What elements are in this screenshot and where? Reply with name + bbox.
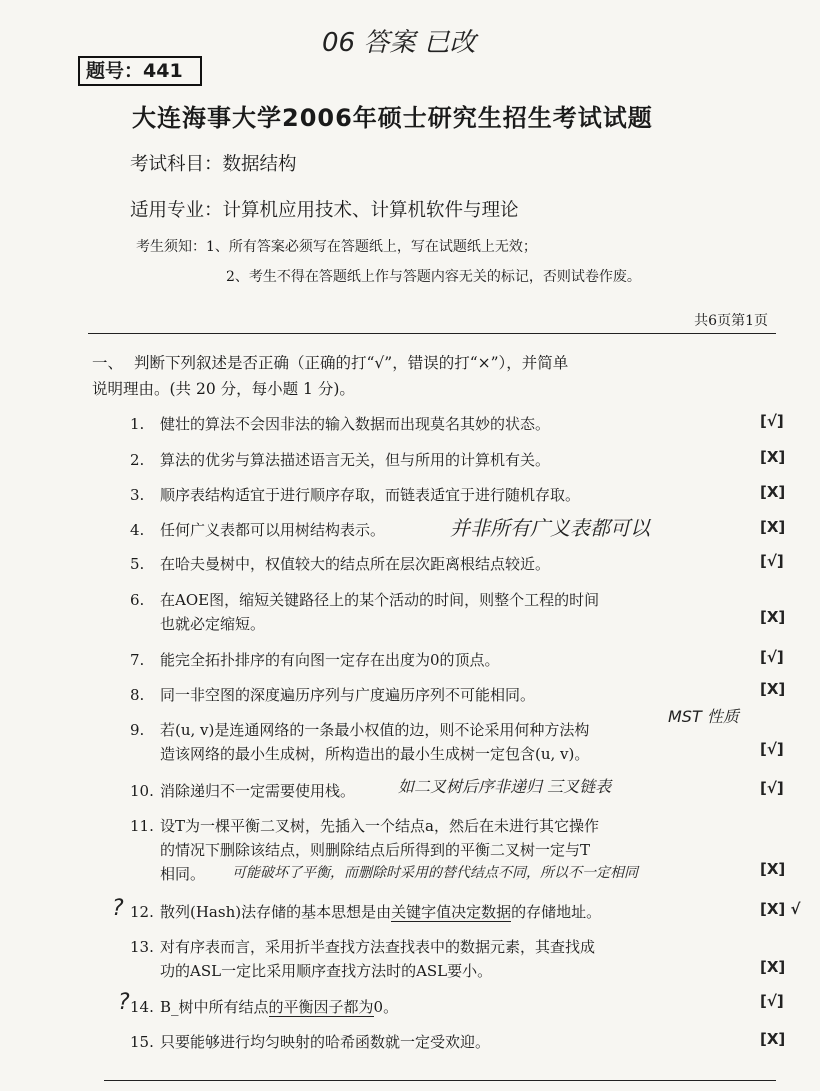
item-text-cont: 也就必定缩短。: [160, 615, 266, 633]
page-info: 共6页第1页: [694, 313, 768, 329]
item-text: 若(u, v)是连通网络的一条最小权值的边，则不论采用何种方法构: [160, 721, 590, 739]
item-number: 6.: [130, 591, 145, 609]
subject-label: 考试科目：: [130, 154, 223, 175]
item-number: 7.: [130, 651, 145, 669]
item-text: 能完全拓扑排序的有向图一定存在出度为0的顶点。: [160, 651, 500, 669]
item-number: 3.: [130, 486, 145, 504]
question-item-12: [130, 900, 750, 924]
answer-mark-14: [√]: [760, 992, 784, 1010]
answer-mark-11: [X]: [760, 860, 786, 878]
item-text: B_树中所有结点: [160, 998, 269, 1016]
item-text: 算法的优劣与算法描述语言无关，但与所用的计算机有关。: [160, 451, 551, 469]
item-text-cont: 功的ASL一定比采用顺序查找方法时的ASL要小。: [160, 962, 493, 980]
footer-divider: [104, 1080, 776, 1081]
major-value: 计算机应用技术、计算机软件与理论: [222, 200, 519, 221]
answer-mark-6: [X]: [760, 608, 786, 626]
question-item-14: [130, 995, 750, 1019]
answer-mark-2: [X]: [760, 448, 786, 466]
item-text: 的存储地址。: [511, 903, 602, 921]
answer-mark-13: [X]: [760, 958, 786, 976]
item-text-cont: 相同。: [160, 865, 206, 883]
item-text: 顺序表结构适宜于进行顺序存取，而链表适宜于进行随机存取。: [160, 486, 581, 504]
subject-value: 数据结构: [222, 154, 297, 175]
item-number: 2.: [130, 451, 145, 469]
item-text: 在哈夫曼树中，权值较大的结点所在层次距离根结点较近。: [160, 555, 551, 573]
header-divider: [88, 333, 776, 334]
handwritten-note-item-4: 并非所有广义表都可以: [450, 516, 650, 540]
item-number: 12.: [130, 903, 154, 921]
item-text: 任何广义表都可以用树结构表示。: [160, 521, 386, 539]
section-line-2: 说明理由。(共 20 分，每小题 1 分)。: [92, 380, 355, 398]
handwritten-note-item-8: MST 性质: [668, 707, 739, 726]
item-number: 13.: [130, 938, 154, 956]
answer-mark-10: [√]: [760, 779, 784, 797]
item-text-underlined: 关键字值决定数据: [391, 903, 512, 921]
answer-mark-7: [√]: [760, 648, 784, 666]
notice-1-text: 1、所有答案必须写在答题纸上，写在试题纸上无效；: [206, 239, 537, 255]
answer-mark-3: [X]: [760, 483, 786, 501]
question-number-box: 题号：441: [78, 56, 202, 86]
item-number: 14.: [130, 998, 154, 1016]
handwritten-note-top: 06 答案 已改: [322, 28, 476, 58]
item-number: 9.: [130, 721, 145, 739]
question-item-4: [130, 518, 750, 542]
question-item-5: [130, 552, 750, 576]
item-text: 只要能够进行均匀映射的哈希函数就一定受欢迎。: [160, 1033, 491, 1051]
question-item-2: [130, 448, 750, 472]
major-label: 适用专业：: [130, 200, 223, 221]
handwritten-note-item-10: 如二叉树后序非递归 三叉链表: [398, 777, 612, 796]
handwritten-note-item-11: 可能破坏了平衡，而删除时采用的替代结点不同，所以不一定相同: [232, 865, 638, 881]
item-text: 在AOE图，缩短关键路径上的某个活动的时间，则整个工程的时间: [160, 591, 600, 609]
notice-label: 考生须知：: [136, 239, 206, 255]
question-item-9: [130, 718, 750, 766]
item-number: 5.: [130, 555, 145, 573]
item-text-underlined: 的平衡因子都为: [268, 998, 374, 1016]
handwritten-mark-item-12: ?: [112, 896, 124, 921]
question-item-1: [130, 412, 750, 436]
handwritten-mark-item-14: ?: [118, 990, 130, 1015]
answer-mark-15: [X]: [760, 1030, 786, 1048]
question-item-15: [130, 1030, 750, 1054]
answer-mark-5: [√]: [760, 552, 784, 570]
question-item-8: [130, 683, 750, 707]
item-text-cont: 造该网络的最小生成树，所构造出的最小生成树一定包含(u, v)。: [160, 745, 590, 763]
answer-mark-12: [X] √: [760, 900, 801, 918]
item-number: 15.: [130, 1033, 154, 1051]
notice-1: [136, 236, 537, 256]
item-number: 4.: [130, 521, 145, 539]
question-item-3: [130, 483, 750, 507]
answer-mark-1: [√]: [760, 412, 784, 430]
item-text-cont: 的情况下删除该结点，则删除结点后所得到的平衡二叉树一定与T: [160, 841, 591, 859]
item-text: 健壮的算法不会因非法的输入数据而出现莫名其妙的状态。: [160, 415, 551, 433]
item-text: 对有序表而言，采用折半查找方法查找表中的数据元素，其查找成: [160, 938, 596, 956]
item-number: 1.: [130, 415, 145, 433]
item-number: 8.: [130, 686, 145, 704]
item-text: 0。: [373, 998, 399, 1016]
item-number: 10.: [130, 782, 154, 800]
answer-mark-9: [√]: [760, 740, 784, 758]
item-text: 同一非空图的深度遍历序列与广度遍历序列不可能相同。: [160, 686, 536, 704]
section-line-1: 判断下列叙述是否正确（正确的打“√”，错误的打“×”），并简单: [134, 354, 569, 372]
item-number: 11.: [130, 817, 154, 835]
question-item-7: [130, 648, 750, 672]
question-item-6: [130, 588, 750, 636]
answer-mark-4: [X]: [760, 518, 786, 536]
item-text: 散列(Hash)法存储的基本思想是由: [160, 903, 392, 921]
question-item-13: [130, 935, 750, 983]
item-text: 消除递归不一定需要使用栈。: [160, 782, 356, 800]
exam-title: 大连海事大学2006年硕士研究生招生考试试题: [132, 104, 653, 132]
section-heading: [92, 350, 792, 402]
item-text: 设T为一棵平衡二叉树，先插入一个结点a，然后在未进行其它操作: [160, 817, 599, 835]
exam-major: [130, 196, 519, 222]
answer-mark-8: [X]: [760, 680, 786, 698]
section-number: 一、: [92, 354, 124, 372]
exam-subject: [130, 150, 297, 176]
notice-2: 2、考生不得在答题纸上作与答题内容无关的标记，否则试卷作废。: [226, 269, 641, 285]
